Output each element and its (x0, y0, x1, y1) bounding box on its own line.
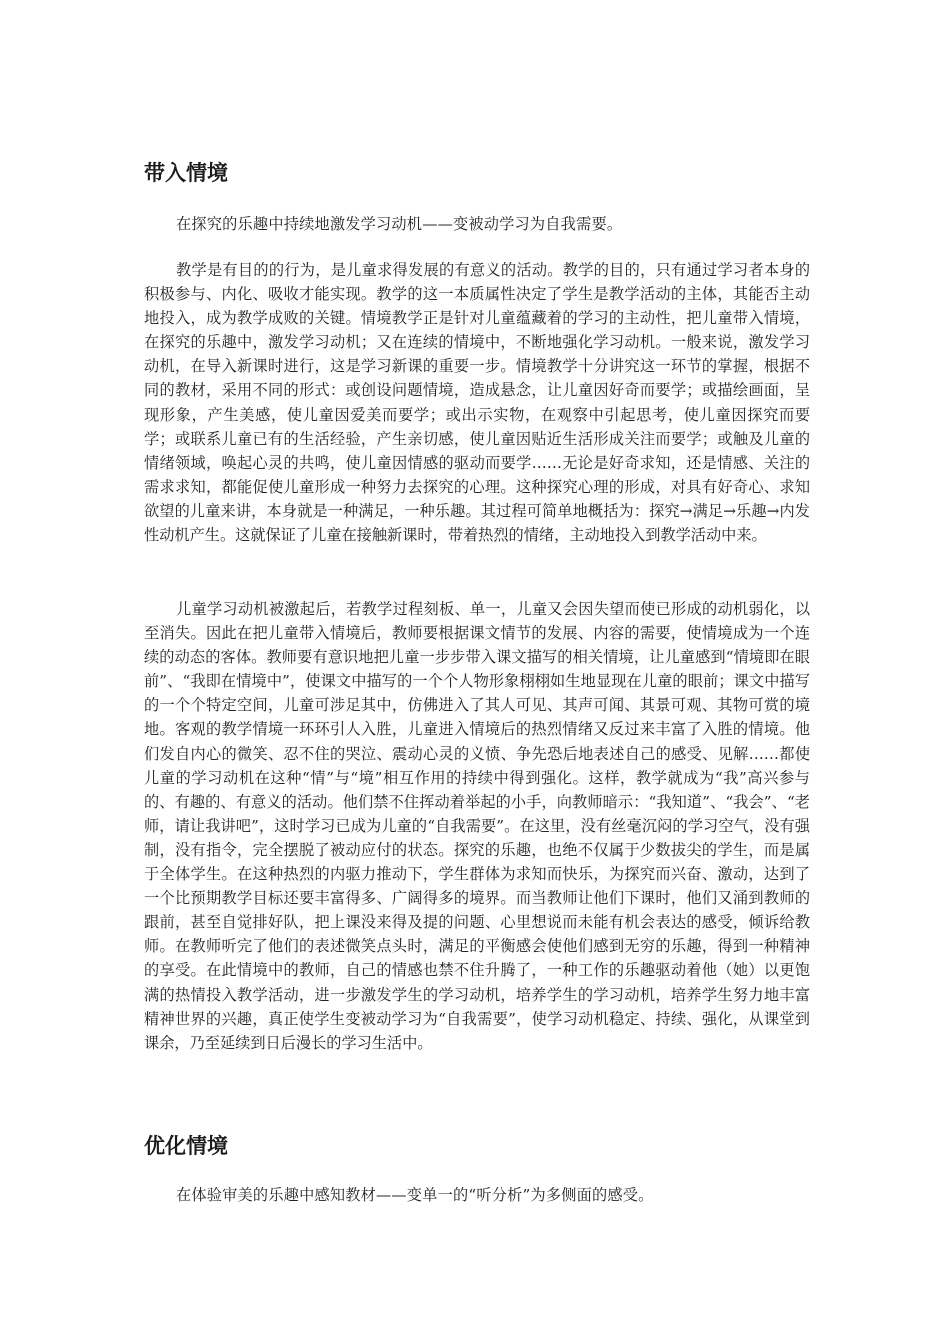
section-lead-text-2: 在体验审美的乐趣中感知教材——变单一的“听分析”为多侧面的感受。 (176, 1186, 654, 1204)
body-paragraph-1: 教学是有目的的行为，是儿童求得发展的有意义的活动。教学的目的，只有通过学习者本身的积极参与、内化、吸收才能实现。教学的这一本质属性决定了学生是教学活动的主体，其能否主动地投入，成为教学成败的关键。情境教学正是针对儿童蕴藏着的学习的主动性，把儿童带入情境，在探究的乐趣中，激发学习动机；又在连续的情境中，不断地强化学习动机。一般来说，激发学习动机，在导入新课时进行，这是学习新课的重要一步。情境教学十分讲究这一环节的掌握，根据不同的教材，采用不同的形式：或创设问题情境，造成悬念，让儿童因好奇而要学；或描绘画面，呈现形象，产生美感，使儿童因爱美而要学；或出示实物，在观察中引起思考，使儿童因探究而要学；或联系儿童已有的生活经验，产生亲切感，使儿童因贴近生活形成关注而要学；或触及儿童的情绪领域，唤起心灵的共鸣，使儿童因情感的驱动而要学……无论是好奇求知，还是情感、关注的需求求知，都能促使儿童形成一种努力去探究的心理。这种探究心理的形成，对具有好奇心、求知欲望的儿童来讲，本身就是一种满足，一种乐趣。其过程可简单地概括为：探究→满足→乐趣→内发性动机产生。这就保证了儿童在接触新课时，带着热烈的情绪，主动地投入到教学活动中来。 (144, 261, 810, 545)
body-paragraph-2: 儿童学习动机被激起后，若教学过程刻板、单一，儿童又会因失望而使已形成的动机弱化，以至消失。因此在把儿童带入情境后，教师要根据课文情节的发展、内容的需要，使情境成为一个连续的动态的客体。教师要有意识地把儿童一步步带入课文描写的相关情境，让儿童感到“情境即在眼前”、“我即在情境中”，使课文中描写的一个个人物形象栩栩如生地显现在儿童的眼前；课文中描写的一个个特定空间，儿童可涉足其中，仿佛进入了其人可见、其声可闻、其景可观、其物可赏的境地。客观的教学情境一环环引人入胜，儿童进入情境后的热烈情绪又反过来丰富了入胜的情境。他们发自内心的微笑、忍不住的哭泣、震动心灵的义愤、争先恐后地表述自己的感受、见解……都使儿童的学习动机在这种“情”与“境”相互作用的持续中得到强化。这样，教学就成为“我”高兴参与的、有趣的、有意义的活动。他们禁不住挥动着举起的小手，向教师暗示：“我知道”、“我会”、“老师，请让我讲吧”，这时学习已成为儿童的“自我需要”。在这里，没有丝毫沉闷的学习空气，没有强制，没有指令，完全摆脱了被动应付的状态。探究的乐趣，也绝不仅属于少数拔尖的学生，而是属于全体学生。在这种热烈的内驱力推动下，学生群体为求知而快乐，为探究而兴奋、激动，达到了一个比预期教学目标还要丰富得多、广阔得多的境界。而当教师让他们下课时，他们又涌到教师的跟前，甚至自觉排好队，把上课没来得及提的问题、心里想说而未能有机会表达的感受，倾诉给教师。在教师听完了他们的表述微笑点头时，满足的平衡感会使他们感到无穷的乐趣，得到一种精神的享受。在此情境中的教师，自己的情感也禁不住升腾了，一种工作的乐趣驱动着他（她）以更饱满的热情投入教学活动，进一步激发学生的学习动机，培养学生的学习动机，培养学生努力地丰富精神世界的兴趣，真正使学生变被动学习为“自我需要”，使学习动机稳定、持续、强化，从课堂到课余，乃至延续到日后漫长的学习生活中。 (144, 600, 810, 1052)
section-heading-dairu-qingjing: 带入情境 (144, 161, 228, 185)
section-heading-youhua-qingjing: 优化情境 (144, 1134, 228, 1158)
section-lead-text: 在探究的乐趣中持续地激发学习动机——变被动学习为自我需要。 (176, 215, 623, 233)
